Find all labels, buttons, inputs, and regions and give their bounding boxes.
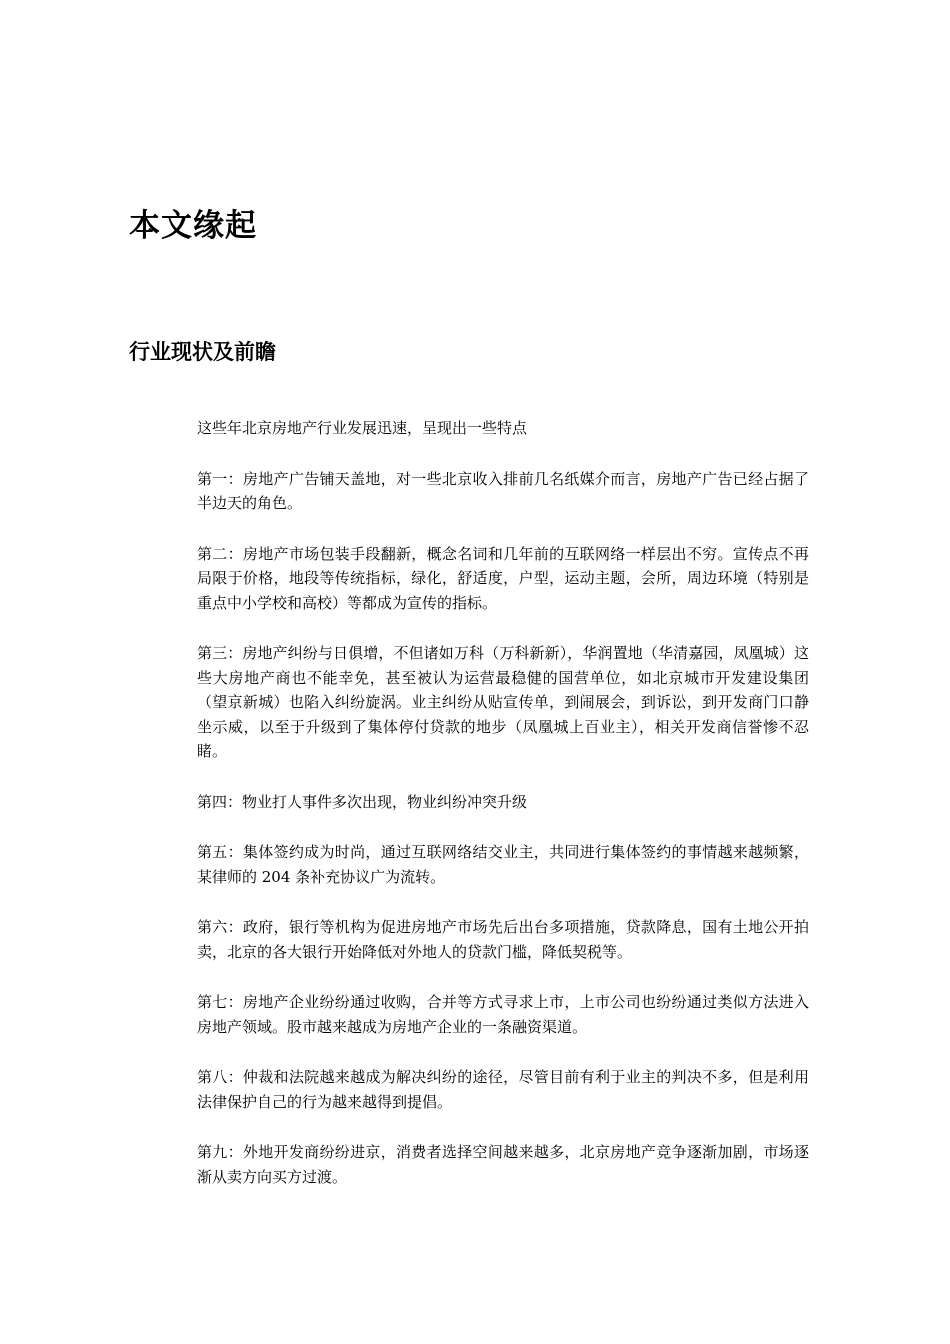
paragraph-point-5: 第五：集体签约成为时尚，通过互联网络结交业主，共同进行集体签约的事情越来越频繁，某律师的 204 条补充协议广为流转。 [197, 843, 809, 886]
paragraph-point-3: 第三：房地产纠纷与日俱增，不但诸如万科（万科新新），华润置地（华清嘉园，凤凰城）这些大房地产商也不能幸免，甚至被认为运营最稳健的国营单位，如北京城市开发建设集团（望京新城）也陷入纠纷旋涡。业主纠纷从贴宣传单，到闹展会，到诉讼，到开发商门口静坐示威，以至于升级到了集体停付贷款的地步（凤凰城上百业主），相关开发商信誉惨不忍睹。 [197, 644, 809, 760]
paragraph-point-4: 第四：物业打人事件多次出现，物业纠纷冲突升级 [197, 792, 528, 811]
document-title: 本文缘起 [129, 208, 257, 244]
paragraph-point-1: 第一：房地产广告铺天盖地，对一些北京收入排前几名纸媒介而言，房地产广告已经占据了半边天的角色。 [197, 469, 809, 512]
paragraph-point-2: 第二：房地产市场包装手段翻新，概念名词和几年前的互联网络一样层出不穷。宣传点不再局限于价格，地段等传统指标，绿化，舒适度，户型，运动主题，会所，周边环境（特别是重点中小学校和高校）等都成为宣传的指标。 [197, 544, 809, 612]
paragraph-point-7: 第七：房地产企业纷纷通过收购，合并等方式寻求上市，上市公司也纷纷通过类似方法进入房地产领域。股市越来越成为房地产企业的一条融资渠道。 [197, 993, 809, 1036]
intro-paragraph: 这些年北京房地产行业发展迅速，呈现出一些特点 [197, 419, 528, 437]
paragraph-point-9: 第九：外地开发商纷纷进京，消费者选择空间越来越多，北京房地产竞争逐渐加剧，市场逐渐从卖方向买方过渡。 [197, 1143, 809, 1186]
paragraph-point-6: 第六：政府，银行等机构为促进房地产市场先后出台多项措施，贷款降息，国有土地公开拍卖，北京的各大银行开始降低对外地人的贷款门槛，降低契税等。 [197, 918, 809, 961]
body-text [197, 416, 809, 1215]
section-heading: 行业现状及前瞻 [129, 340, 276, 364]
paragraph-point-8: 第八：仲裁和法院越来越成为解决纠纷的途径，尽管目前有利于业主的判决不多，但是利用法律保护自己的行为越来越得到提倡。 [197, 1068, 809, 1111]
